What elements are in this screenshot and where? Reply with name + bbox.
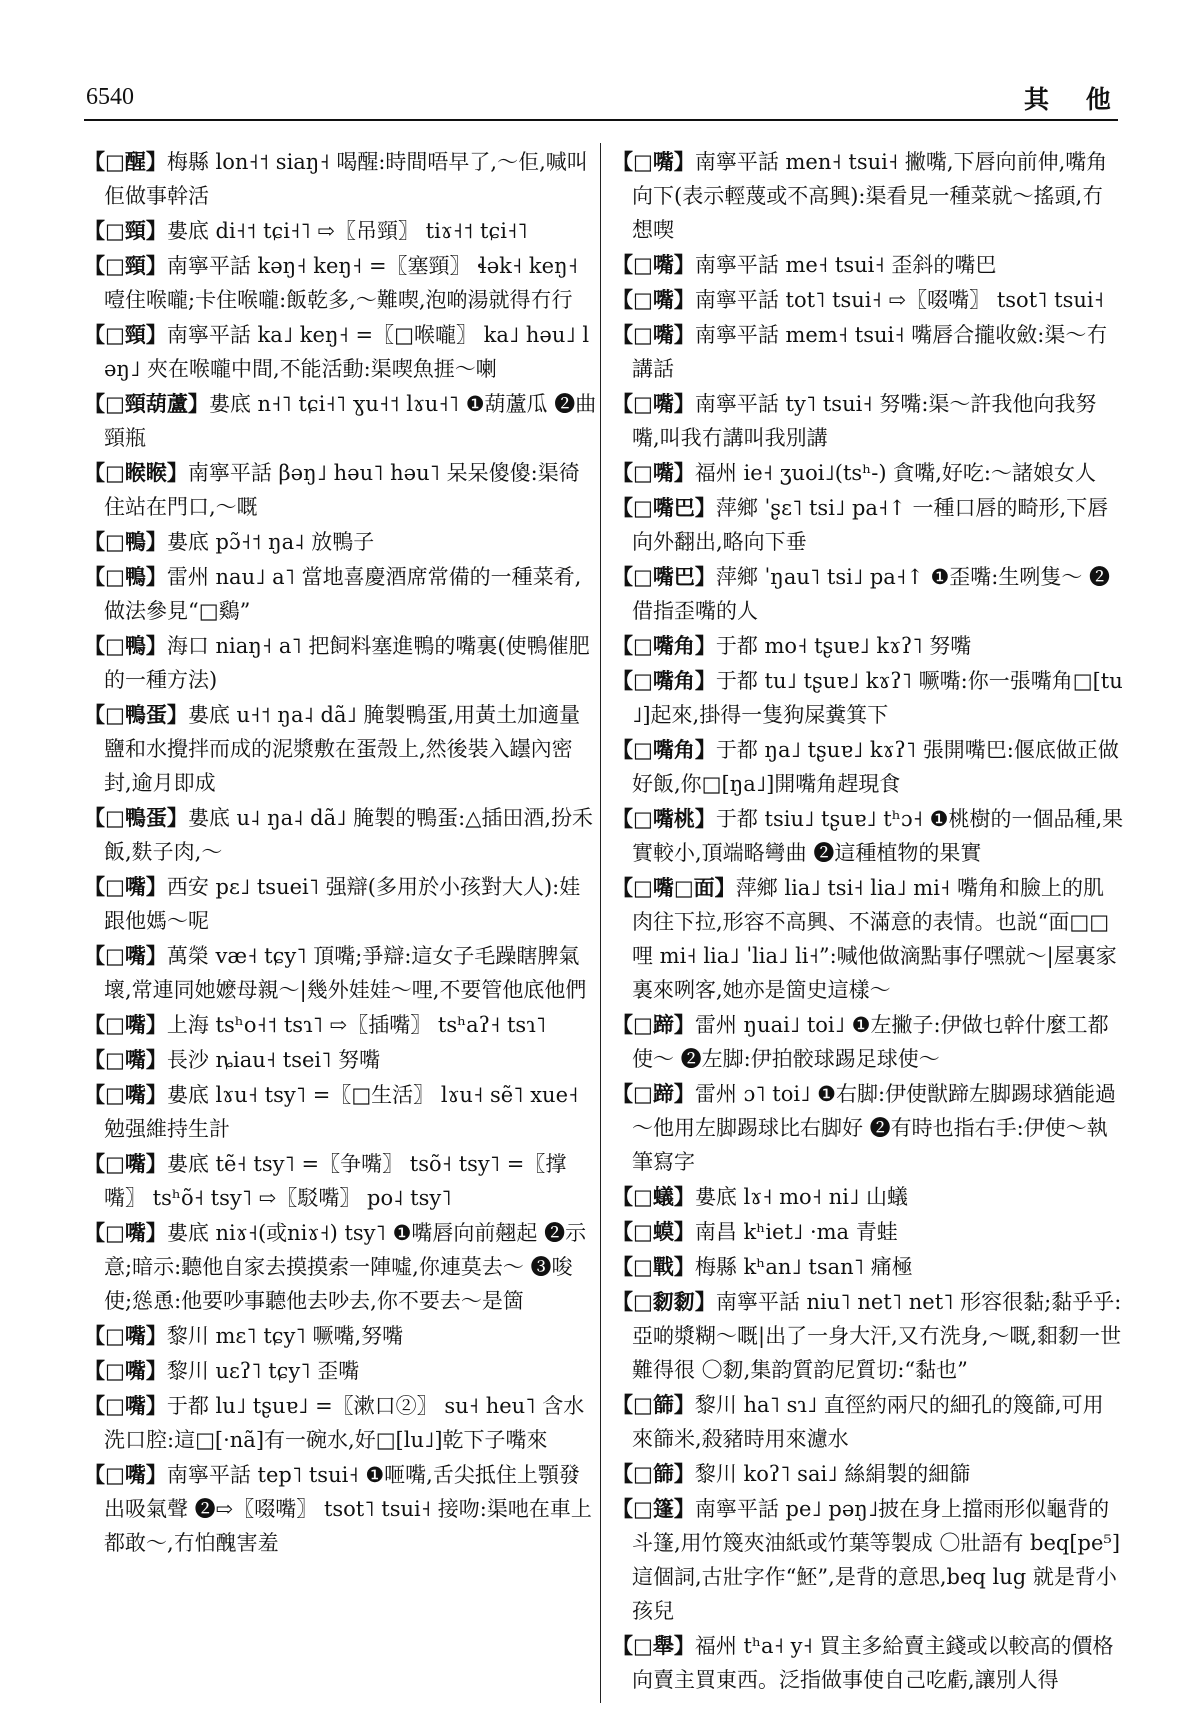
entry-headword: 【□嘴巴】	[612, 495, 716, 520]
entry-definition: 黎川 mɛ˥ tɕy˥ 噘嘴,努嘴	[166, 1324, 404, 1348]
entry-definition: 南寧平話 ty˥ tsui˧ 努嘴:渠～許我他向我努嘴,叫我冇講叫我別講	[632, 392, 1097, 450]
dictionary-entry	[84, 318, 599, 386]
dictionary-entry	[612, 387, 1124, 455]
entry-definition: 南寧平話 kəŋ˧ keŋ˧ =〖塞頸〗 ɬək˧ keŋ˧ 噎住喉嚨;卡住喉嚨:飯乾多,～難喫,泡啲湯就得冇行	[104, 254, 578, 312]
entry-headword: 【□鴨】	[84, 564, 167, 589]
dictionary-entry	[612, 560, 1124, 628]
dictionary-entry	[612, 1180, 1124, 1214]
entry-headword: 【□嘴□面】	[612, 875, 736, 900]
dictionary-entry	[612, 871, 1124, 1007]
dictionary-entry	[84, 1147, 599, 1215]
entry-headword: 【□頸】	[84, 218, 167, 243]
entry-headword: 【□嘴】	[84, 943, 167, 968]
dictionary-entry	[84, 629, 599, 697]
entry-headword: 【□頸】	[84, 253, 167, 278]
entry-definition: 婁底 n˧˥ tɕi˧˥ ɣu˧˦ lɤu˧˥ ❶葫蘆瓜 ❷曲頸瓶	[104, 392, 597, 450]
dictionary-entry	[612, 318, 1124, 386]
entry-definition: 萬榮 væ˧ tɕy˥ 頂嘴;爭辯:這女子毛躁瞎脾氣壞,常連同她嬷母親～|幾外娃娃～哩,不要管他底他們	[104, 944, 587, 1002]
entry-headword: 【□蹄】	[612, 1081, 695, 1106]
dictionary-entry	[84, 387, 599, 455]
entry-headword: 【□嘴】	[84, 1393, 167, 1418]
entry-definition: 于都 mo˧ tʂuɐ˩ kɤʔ˥ 努嘴	[715, 634, 972, 658]
dictionary-entry	[612, 456, 1124, 490]
dictionary-entry	[84, 560, 599, 628]
dictionary-entry	[84, 1389, 599, 1457]
entry-definition: 萍鄉 ˈŋau˥ tsi˩ pa˧↑ ❶歪嘴:生咧隻～ ❷借指歪嘴的人	[632, 565, 1111, 623]
entry-definition: 婁底 u˧˦ ŋa˨ dã˩ 腌製鴨蛋,用黃土加適量鹽和水攪拌而成的泥漿敷在蛋殼上,然後裝入罎內密封,逾月即成	[104, 703, 581, 795]
dictionary-entry	[84, 1354, 599, 1388]
entry-definition: 上海 tsʰo˧˦ tsɿ˥ ⇨〖插嘴〗 tsʰaʔ˧ tsɿ˥	[166, 1013, 547, 1037]
dictionary-entry	[612, 145, 1124, 247]
page-number: 6540	[86, 84, 134, 110]
entry-definition: 南寧平話 tot˥ tsui˧ ⇨〖啜嘴〗 tsot˥ tsui˧	[694, 288, 1104, 312]
entry-definition: 黎川 ha˥ sɿ˩ 直徑約兩尺的細孔的篾篩,可用來篩米,殺豬時用來濾水	[632, 1393, 1104, 1451]
entry-headword: 【□蟻】	[612, 1184, 695, 1209]
entry-headword: 【□嘴】	[612, 460, 695, 485]
dictionary-entry	[612, 1215, 1124, 1249]
entry-definition: 南寧平話 mem˧ tsui˧ 嘴唇合攏收斂:渠～冇講話	[632, 323, 1108, 381]
entry-definition: 福州 ie˧ ʒuoi˩(tsʰ-) 貪嘴,好吃:～諸娘女人	[694, 461, 1096, 485]
dictionary-entry	[84, 249, 599, 317]
entry-definition: 南寧平話 niu˥ net˥ net˥ 形容很黏;黏乎乎:亞啲漿糊～嘅|出了一身大汗,又冇洗身,～嘅,䵒䵑一世難得很 〇䵑,集韵質韵尼質切:“黏也”	[632, 1290, 1122, 1382]
entry-definition: 梅縣 lon˧˦ siaŋ˧ 喝醒:時間唔早了,～佢,喊叫佢做事幹活	[104, 150, 588, 208]
header-rule	[84, 119, 1118, 121]
dictionary-entry	[84, 1008, 599, 1042]
dictionary-entry	[612, 1008, 1124, 1076]
entry-definition: 南寧平話 ka˩ keŋ˧ =〖□喉嚨〗 ka˩ həu˩ ləŋ˩ 夾在喉嚨中間,不能活動:渠喫魚捱～喇	[104, 323, 590, 381]
dictionary-entry	[84, 1319, 599, 1353]
entry-headword: 【□醒】	[84, 149, 167, 174]
left-column	[84, 145, 599, 1561]
entry-headword: 【□嘴】	[84, 874, 167, 899]
entry-headword: 【□嘴】	[84, 1047, 167, 1072]
entry-headword: 【□嘴】	[84, 1358, 167, 1383]
entry-definition: 海口 niaŋ˧ a˥ 把飼料塞進鴨的嘴裏(使鴨催肥的一種方法)	[104, 634, 590, 692]
column-divider	[600, 143, 601, 1703]
dictionary-entry	[84, 456, 599, 524]
entry-headword: 【□蹄】	[612, 1012, 695, 1037]
entry-definition: 于都 ŋa˩ tʂuɐ˩ kɤʔ˥ 張開嘴巴:偃底做正做好飯,你□[ŋa˩]開嘴角趕現食	[632, 738, 1119, 796]
entry-definition: 南寧平話 pe˩ pəŋ˩披在身上擋雨形似龜背的斗篷,用竹篾夾油紙或竹葉等製成 〇壯語有 beq[pe⁵]這個詞,古壯字作“魾”,是背的意思,beq lug 就是背小孩兒	[632, 1497, 1121, 1623]
dictionary-entry	[84, 214, 599, 248]
dictionary-entry	[612, 1388, 1124, 1456]
entry-definition: 婁底 lɤ˧ mo˧ ni˩ 山蟻	[694, 1185, 908, 1209]
right-column	[612, 145, 1124, 1698]
dictionary-entry	[612, 1457, 1124, 1491]
entry-headword: 【□睺睺】	[84, 460, 188, 485]
entry-headword: 【□頸】	[84, 322, 167, 347]
running-head: 其 他	[1024, 85, 1125, 114]
entry-definition: 福州 tʰa˧ y˧ 買主多給賣主錢或以較高的價格向賣主買東西。泛指做事使自己吃虧,讓別人得	[632, 1634, 1114, 1692]
entry-definition: 南寧平話 βəŋ˩ həu˥ həu˥ 呆呆傻傻:渠徛住站在門口,～嘅	[104, 461, 580, 519]
entry-headword: 【□嘴角】	[612, 737, 716, 762]
entry-definition: 南昌 kʰiet˩ ·ma 青蛙	[694, 1220, 898, 1244]
entry-definition: 雷州 ɔ˥ toi˩ ❶右脚:伊使獣蹄左脚踢球猶能過～他用左脚踢球比右脚好 ❷有時也指右手:伊使～執筆寫字	[632, 1082, 1117, 1174]
entry-definition: 婁底 pɔ̃˧˦ ŋa˨ 放鴨子	[166, 530, 375, 554]
dictionary-entry	[84, 1216, 599, 1318]
entry-headword: 【□䵑䵑】	[612, 1289, 716, 1314]
entry-headword: 【□蟆】	[612, 1219, 695, 1244]
entry-headword: 【□嘴】	[612, 287, 695, 312]
entry-definition: 雷州 nau˩ a˥ 當地喜慶酒席常備的一種菜肴,做法參見“□鷄”	[104, 565, 582, 623]
entry-headword: 【□篷】	[612, 1496, 695, 1521]
dictionary-entry	[612, 491, 1124, 559]
entry-headword: 【□嘴】	[84, 1151, 167, 1176]
dictionary-entry	[612, 733, 1124, 801]
entry-definition: 雷州 ŋuai˩ toi˩ ❶左撇子:伊做乜幹什麼工都使～ ❷左脚:伊拍骹球踢足球使～	[632, 1013, 1109, 1071]
dictionary-entry	[612, 283, 1124, 317]
entry-definition: 于都 tsiu˩ tʂuɐ˩ tʰɔ˧ ❶桃樹的一個品種,果實較小,頂端略彎曲 ❷這種植物的果實	[632, 807, 1124, 865]
entry-headword: 【□嘴】	[612, 391, 695, 416]
dictionary-entry	[84, 525, 599, 559]
entry-definition: 萍鄉 lia˩ tsi˧ lia˩ mi˧ 嘴角和臉上的肌肉往下拉,形容不高興、不滿意的表情。也説“面□□哩 mi˧ lia˩ ˈlia˩ li˧”:喊他做滴點事仔嘿就～|屋裏家裏來咧客,她亦是箇史這樣～	[632, 876, 1117, 1002]
entry-definition: 于都 tu˩ tʂuɐ˩ kɤʔ˥ 噘嘴:你一張嘴角□[tu˩]起來,掛得一隻狗屎糞箕下	[632, 669, 1123, 727]
entry-definition: 西安 pɛ˩ tsuei˥ 强辯(多用於小孩對大人):娃跟他媽～呢	[104, 875, 581, 933]
dictionary-entry	[612, 1492, 1124, 1628]
entry-headword: 【□戰】	[612, 1254, 695, 1279]
entry-definition: 婁底 di˧˦ tɕi˧˥ ⇨〖吊頸〗 tiɤ˧˦ tɕi˧˥	[166, 219, 528, 243]
dictionary-entry	[612, 1077, 1124, 1179]
entry-definition: 黎川 koʔ˥ sai˩ 絲絹製的細篩	[694, 1462, 971, 1486]
entry-definition: 于都 lu˩ tʂuɐ˩ =〖漱口②〗 su˧ heu˥ 含水洗口腔:這□[·nã]有一碗水,好□[lu˩]乾下子嘴來	[104, 1394, 585, 1452]
entry-headword: 【□鴨】	[84, 529, 167, 554]
dictionary-entry	[84, 801, 599, 869]
entry-headword: 【□嘴角】	[612, 633, 716, 658]
dictionary-entry	[84, 939, 599, 1007]
entry-definition: 婁底 niɤ˧(或niɤ˧) tsy˥ ❶嘴唇向前翹起 ❷示意;暗示:聽他自家去摸摸索一陣噓,你連莫去～ ❸唆使;慫恿:他要吵事聽他去吵去,你不要去～是箇	[104, 1221, 587, 1313]
entry-definition: 婁底 tẽ˧ tsy˥ =〖争嘴〗 tsõ˧ tsy˥ =〖撑嘴〗 tsʰõ˧ tsy˥ ⇨〖駁嘴〗 po˨ tsy˥	[104, 1152, 567, 1210]
dictionary-entry	[612, 664, 1124, 732]
entry-headword: 【□鴨蛋】	[84, 702, 188, 727]
entry-headword: 【□嘴巴】	[612, 564, 716, 589]
entry-headword: 【□嘴】	[84, 1082, 167, 1107]
entry-headword: 【□嘴】	[84, 1462, 167, 1487]
dictionary-entry	[612, 248, 1124, 282]
dictionary-entry	[612, 629, 1124, 663]
entry-headword: 【□篩】	[612, 1392, 695, 1417]
entry-headword: 【□鴨】	[84, 633, 167, 658]
dictionary-entry	[612, 1250, 1124, 1284]
dictionary-entry	[84, 1458, 599, 1560]
entry-definition: 婁底 u˨ ŋa˨ dã˩ 腌製的鴨蛋:△插田酒,扮禾飯,麩子肉,～	[104, 806, 594, 864]
dictionary-entry	[612, 1285, 1124, 1387]
dictionary-entry	[84, 145, 599, 213]
entry-definition: 南寧平話 me˧ tsui˧ 歪斜的嘴巴	[694, 253, 997, 277]
entry-definition: 梅縣 kʰan˩ tsan˥ 痛極	[694, 1255, 913, 1279]
entry-headword: 【□嘴】	[612, 322, 695, 347]
entry-headword: 【□嘴】	[612, 149, 695, 174]
entry-definition: 黎川 uɛʔ˥ tɕy˥ 歪嘴	[166, 1359, 360, 1383]
dictionary-entry	[612, 802, 1124, 870]
dictionary-entry	[84, 698, 599, 800]
entry-definition: 南寧平話 men˧ tsui˧ 撇嘴,下唇向前伸,嘴角向下(表示輕蔑或不高興):渠看見一種菜就～搖頭,冇想喫	[632, 150, 1108, 242]
entry-headword: 【□嘴】	[84, 1323, 167, 1348]
entry-headword: 【□嘴】	[612, 252, 695, 277]
entry-headword: 【□鴨蛋】	[84, 805, 188, 830]
entry-definition: 婁底 lɤu˧ tsy˥ =〖□生活〗 lɤu˧ sẽ˥ xue˧ 勉强維持生計	[104, 1083, 579, 1141]
entry-headword: 【□篩】	[612, 1461, 695, 1486]
entry-definition: 萍鄉 ˈʂɛ˥ tsi˩ pa˧↑ 一種口唇的畸形,下唇向外翻出,略向下垂	[632, 496, 1109, 554]
entry-headword: 【□舉】	[612, 1633, 695, 1658]
dictionary-entry	[84, 870, 599, 938]
entry-definition: 長沙 ȵiau˧ tsei˥ 努嘴	[166, 1048, 381, 1072]
entry-headword: 【□嘴】	[84, 1012, 167, 1037]
entry-headword: 【□嘴桃】	[612, 806, 716, 831]
dictionary-entry	[84, 1043, 599, 1077]
entry-definition: 南寧平話 tep˥ tsui˧ ❶咂嘴,舌尖抵住上顎發出吸氣聲 ❷⇨〖啜嘴〗 tsot˥ tsui˧ 接吻:渠吔在車上都敢～,冇怕醜害羞	[104, 1463, 592, 1555]
dictionary-entry	[84, 1078, 599, 1146]
entry-headword: 【□嘴角】	[612, 668, 716, 693]
entry-headword: 【□頸葫蘆】	[84, 391, 209, 416]
entry-headword: 【□嘴】	[84, 1220, 167, 1245]
dictionary-entry	[612, 1629, 1124, 1697]
